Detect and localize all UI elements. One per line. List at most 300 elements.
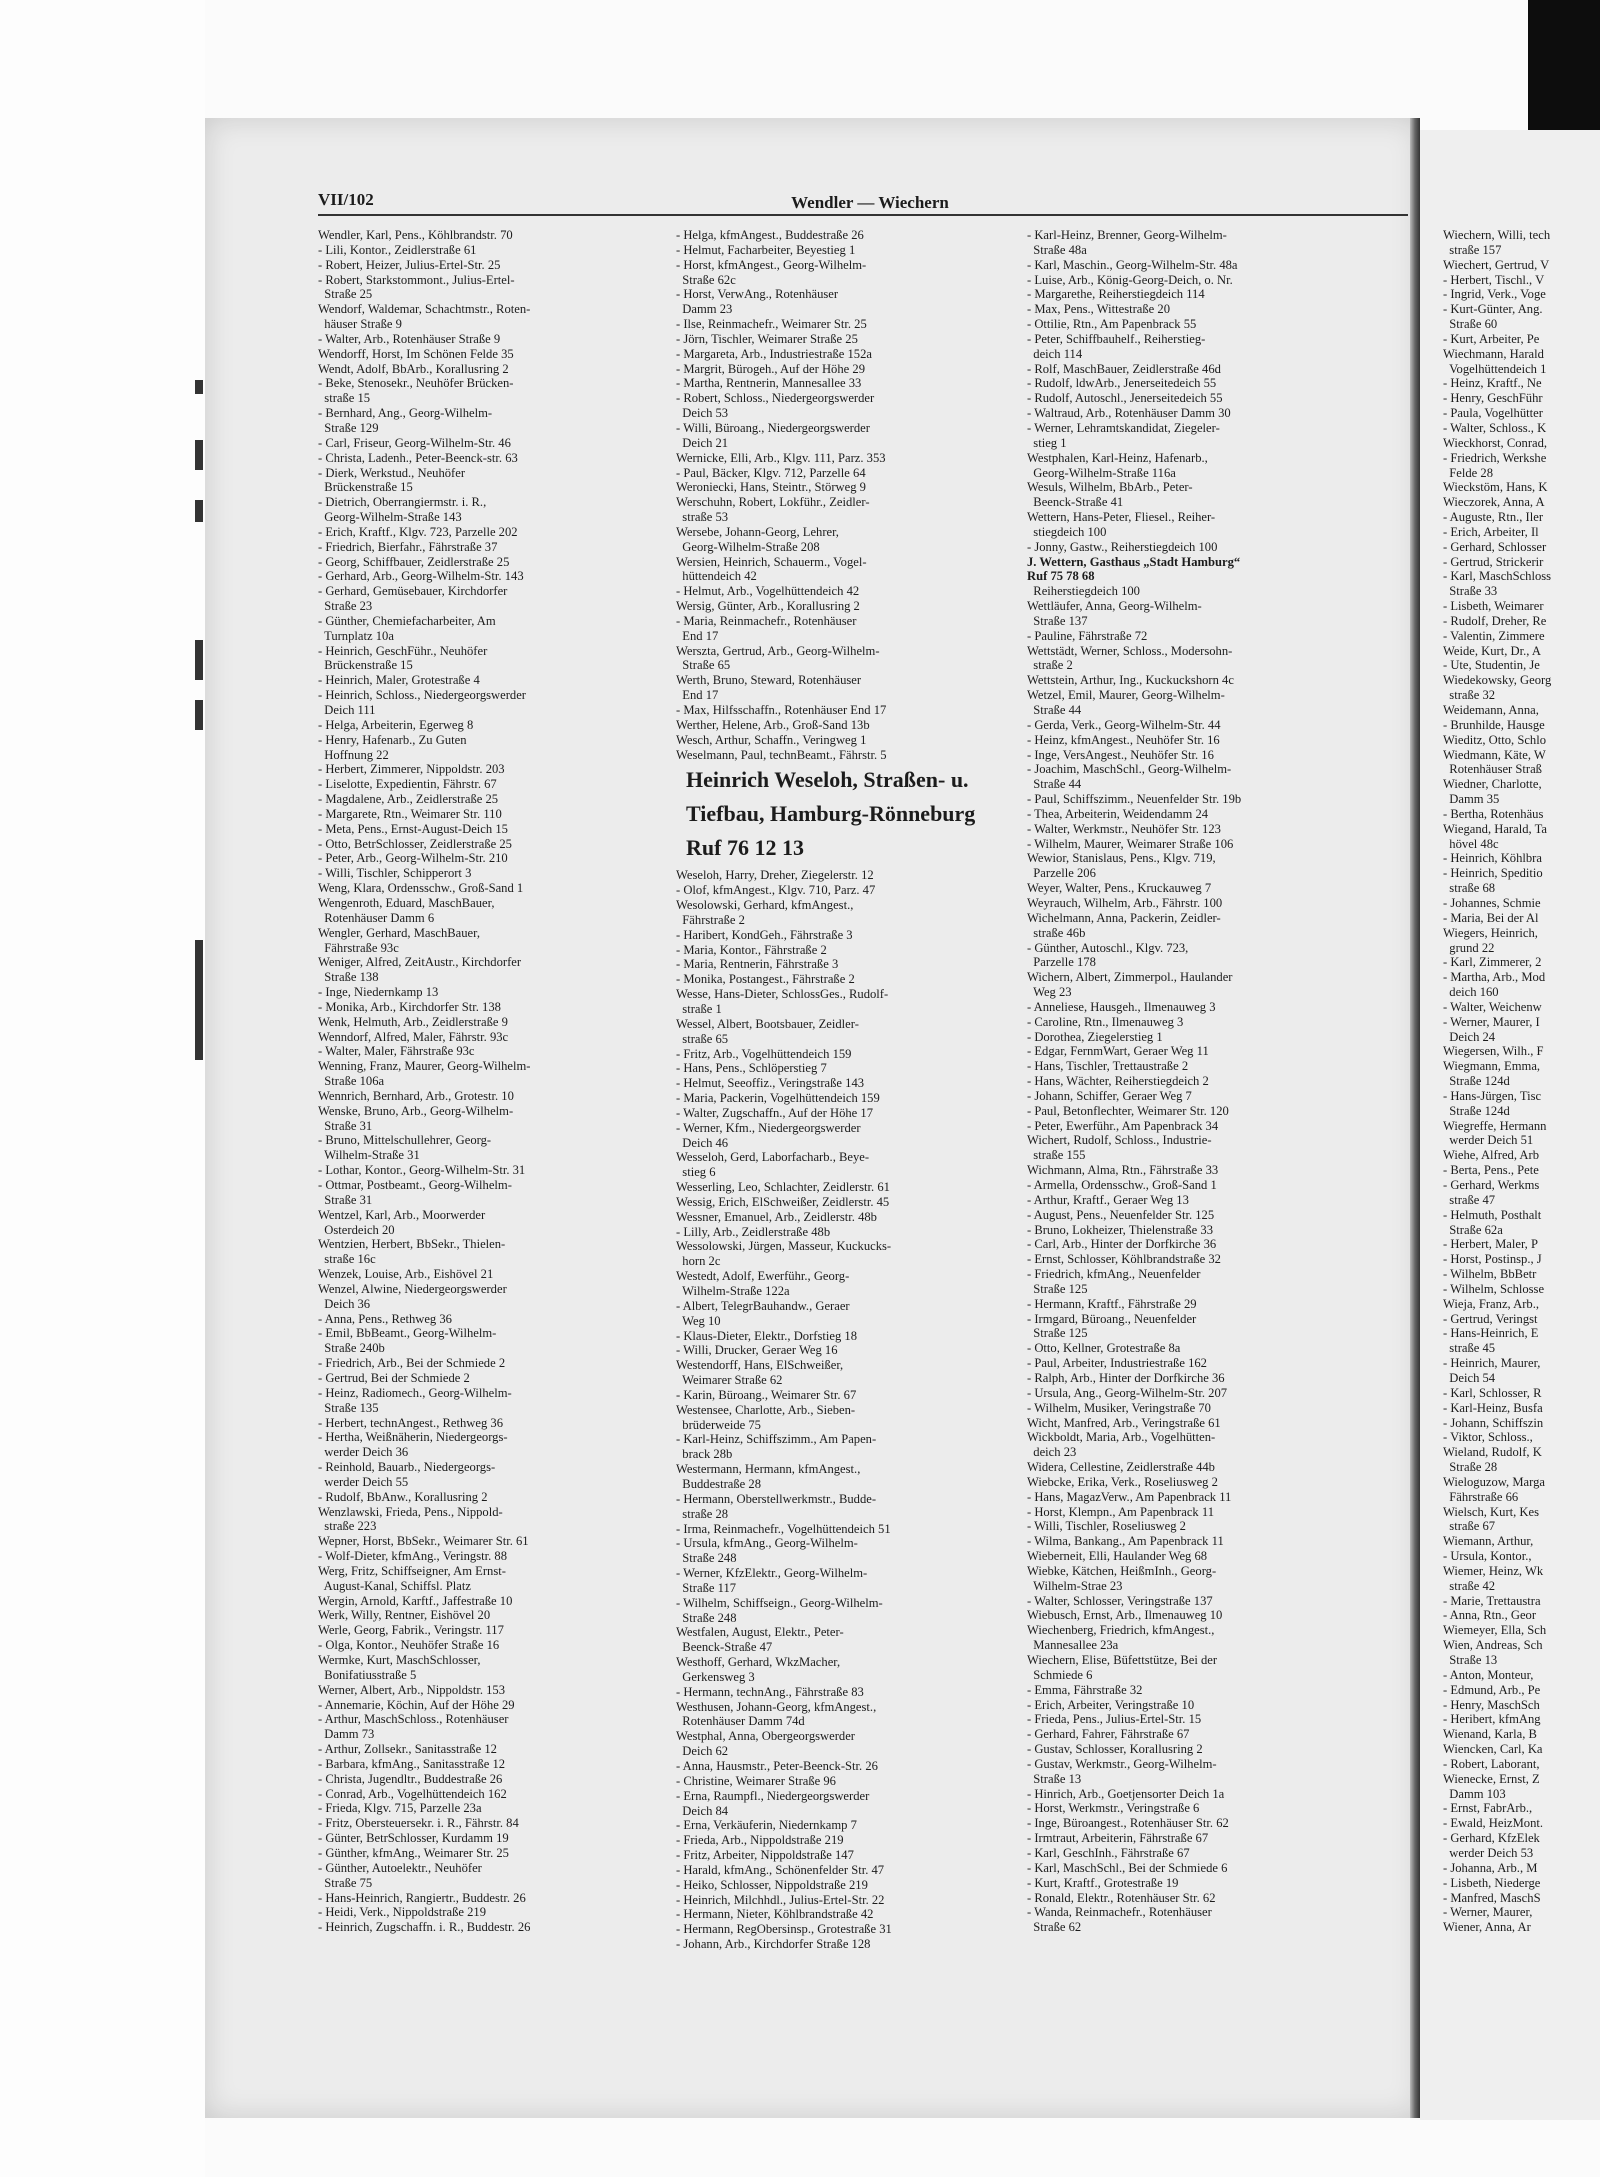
directory-entry: Weyrauch, Wilhelm, Arb., Fährstr. 100	[1027, 895, 1223, 910]
directory-entry: Wernicke, Elli, Arb., Klgv. 111, Parz. 353	[676, 450, 886, 465]
directory-entry: straße 2	[1027, 658, 1073, 673]
directory-entry: Mannesallee 23a	[1027, 1638, 1119, 1653]
directory-entry: Felde 28	[1443, 465, 1494, 480]
directory-entry: Beenck-Straße 41	[1027, 495, 1124, 510]
directory-entry: Deich 21	[676, 435, 729, 450]
directory-entry: Wenning, Franz, Maurer, Georg-Wilhelm-	[318, 1059, 531, 1074]
directory-entry: Westermann, Hermann, kfmAngest.,	[676, 1462, 861, 1477]
directory-entry: - Fritz, Arb., Vogelhüttendeich 159	[676, 1046, 852, 1061]
directory-entry: - Martha, Arb., Mod	[1443, 970, 1546, 985]
directory-entry: - Friedrich, Bierfahr., Fährstraße 37	[318, 539, 498, 554]
directory-entry: - Lisbeth, Niederge	[1443, 1875, 1541, 1890]
directory-entry: - Heinrich, Maler, Grotestraße 4	[318, 673, 480, 688]
directory-entry: - Walter, Werkmstr., Neuhöfer Str. 123	[1027, 821, 1221, 836]
directory-entry: Westensee, Charlotte, Arb., Sieben-	[676, 1402, 856, 1417]
directory-entry: - Erich, Kraftf., Klgv. 723, Parzelle 202	[318, 524, 518, 539]
directory-entry: - Heinz, Radiomech., Georg-Wilhelm-	[318, 1385, 512, 1400]
directory-entry: Straße 31	[318, 1192, 373, 1207]
directory-entry: straße 65	[676, 1031, 729, 1046]
directory-entry: - Wilhelm, Schiffseign., Georg-Wilhelm-	[676, 1595, 883, 1610]
directory-entry: - Lilly, Arb., Zeidlerstraße 48b	[676, 1224, 831, 1239]
directory-entry: - Viktor, Schloss.,	[1443, 1430, 1533, 1445]
directory-entry: - Peter, Schiffbauhelf., Reiherstieg-	[1027, 331, 1206, 346]
directory-entry: - Walter, Schloss., K	[1443, 420, 1547, 435]
directory-entry: - Johanna, Arb., M	[1443, 1860, 1538, 1875]
directory-entry: Straße 117	[676, 1580, 737, 1595]
directory-entry: Wieland, Rudolf, K	[1443, 1445, 1542, 1460]
directory-entry: Wiedner, Charlotte,	[1443, 777, 1542, 792]
directory-entry: Osterdeich 20	[318, 1222, 395, 1237]
directory-entry: - Frieda, Klgv. 715, Parzelle 23a	[318, 1801, 482, 1816]
directory-entry: deich 160	[1443, 985, 1499, 1000]
directory-entry: Straße 124d	[1443, 1074, 1510, 1089]
directory-entry: Wiebcke, Erika, Verk., Roseliusweg 2	[1027, 1474, 1218, 1489]
directory-entry: - Frieda, Pens., Julius-Ertel-Str. 15	[1027, 1712, 1202, 1727]
directory-entry: - Hans, Pens., Schlöperstieg 7	[676, 1061, 827, 1076]
directory-entry: Wilhelm-Straе 23	[1027, 1578, 1123, 1593]
directory-entry: - Herbert, Tischl., V	[1443, 272, 1545, 287]
directory-entry: - Irmtraut, Arbeiterin, Fährstraße 67	[1027, 1831, 1209, 1846]
directory-entry: Wessig, Erich, ElSchweißer, Zeidlerstr. 45	[676, 1194, 890, 1209]
directory-entry: - Ilse, Reinmachefr., Weimarer Str. 25	[676, 317, 867, 332]
directory-entry: Wenk, Helmuth, Arb., Zeidlerstraße 9	[318, 1014, 508, 1029]
directory-entry: Westedt, Adolf, Ewerführ., Georg-	[676, 1269, 850, 1284]
directory-entry: Schmiede 6	[1027, 1667, 1093, 1682]
directory-entry: - Herbert, Maler, P	[1443, 1237, 1538, 1252]
directory-entry: Westphalen, Karl-Heinz, Hafenarb.,	[1027, 450, 1208, 465]
directory-entry: Damm 73	[318, 1727, 375, 1742]
directory-entry: Wichmann, Alma, Rtn., Fährstraße 33	[1027, 1163, 1219, 1178]
directory-entry: - Ingrid, Verk., Voge	[1443, 287, 1546, 302]
directory-entry: Straße 25	[318, 287, 373, 302]
directory-entry: - Martha, Rentnerin, Mannesallee 33	[676, 376, 862, 391]
directory-entry: Deich 53	[676, 406, 729, 421]
directory-entry: - Fritz, Arbeiter, Nippoldstraße 147	[676, 1848, 854, 1863]
directory-entry: - Georg, Schiffbauer, Zeidlerstraße 25	[318, 554, 510, 569]
directory-entry: Westhoff, Gerhard, WkzMacher,	[676, 1655, 841, 1670]
directory-entry: - Manfred, MaschS	[1443, 1890, 1541, 1905]
directory-entry: - Henry, Hafenarb., Zu Guten	[318, 732, 467, 747]
directory-entry: Deich 46	[676, 1135, 729, 1150]
directory-entry: straße 32	[1443, 688, 1496, 703]
directory-entry: - Wilma, Bankang., Am Papenbrack 11	[1027, 1534, 1224, 1549]
directory-entry: Wieditz, Otto, Schlo	[1443, 732, 1547, 747]
directory-entry: Wiencken, Carl, Ka	[1443, 1742, 1543, 1757]
directory-entry: - Helmut, Seeoffiz., Veringstraße 143	[676, 1076, 865, 1091]
directory-entry: Straße 62	[1027, 1920, 1082, 1935]
directory-entry: - Karin, Büroang., Weimarer Str. 67	[676, 1387, 857, 1402]
directory-entry: Wiegers, Heinrich,	[1443, 925, 1538, 940]
directory-entry: Wiebusch, Ernst, Arb., Ilmenauweg 10	[1027, 1608, 1223, 1623]
directory-entry: deich 23	[1027, 1445, 1077, 1460]
directory-entry: Wettstein, Arthur, Ing., Kuckuckshorn 4c	[1027, 673, 1234, 688]
directory-entry: Wieckhorst, Conrad,	[1443, 435, 1548, 450]
header-rule	[318, 214, 1408, 216]
directory-entry: Wilhelm-Straße 31	[318, 1148, 420, 1163]
directory-entry: - Karl, GeschInh., Fährstraße 67	[1027, 1845, 1190, 1860]
directory-entry: straße 68	[1443, 881, 1496, 896]
directory-entry: - Ursula, Kontor.,	[1443, 1549, 1532, 1564]
directory-entry: - Willi, Tischler, Schipperort 3	[318, 866, 472, 881]
directory-entry: Werschuhn, Robert, Lokführ., Zeidler-	[676, 495, 870, 510]
directory-entry: - Gertrud, Bei der Schmiede 2	[318, 1370, 470, 1385]
directory-entry: - Willi, Drucker, Geraer Weg 16	[676, 1343, 838, 1358]
running-header: Wendler — Wiechern	[791, 193, 949, 212]
directory-entry: Wiegand, Harald, Ta	[1443, 821, 1547, 836]
directory-entry: Wiegreffe, Hermann	[1443, 1118, 1547, 1133]
directory-entry: straße 47	[1443, 1192, 1496, 1207]
directory-entry: - Johann, Schiffszin	[1443, 1415, 1544, 1430]
directory-entry: - Bertha, Rotenhäus	[1443, 806, 1544, 821]
directory-entry: - Ernst, FabrArb.,	[1443, 1801, 1533, 1816]
directory-entry: - Olof, kfmAngest., Klgv. 710, Parz. 47	[676, 883, 876, 898]
directory-entry: - Haribert, KondGeh., Fährstraße 3	[676, 927, 853, 942]
directory-entry: Wersebe, Johann-Georg, Lehrer,	[676, 524, 839, 539]
directory-entry: Straße 75	[318, 1875, 373, 1890]
directory-entry: - Christa, Jugendltr., Buddestraße 26	[318, 1771, 503, 1786]
directory-entry: Wiener, Anna, Ar	[1443, 1920, 1531, 1935]
directory-entry: Deich 84	[676, 1803, 729, 1818]
directory-entry: - Inge, Niedernkamp 13	[318, 985, 439, 1000]
directory-entry: - Erich, Arbeiter, Il	[1443, 524, 1539, 539]
directory-entry: Weimarer Straße 62	[676, 1373, 783, 1388]
directory-entry: - Gustav, Schlosser, Korallusring 2	[1027, 1742, 1203, 1757]
directory-entry: Weg 10	[676, 1313, 721, 1328]
directory-entry: - Helmut, Arb., Vogelhüttendeich 42	[676, 584, 860, 599]
directory-entry: Parzelle 206	[1027, 866, 1096, 881]
directory-entry: - Jörn, Tischler, Weimarer Straße 25	[676, 331, 858, 346]
directory-entry: Wettläufer, Anna, Georg-Wilhelm-	[1027, 599, 1202, 614]
directory-entry: - Hermann, Nieter, Köhlbrandstraße 42	[676, 1907, 874, 1922]
column-2	[676, 228, 1021, 1952]
directory-entry: - Carl, Arb., Hinter der Dorfkirche 36	[1027, 1237, 1217, 1252]
directory-entry: Wessel, Albert, Bootsbauer, Zeidler-	[676, 1016, 859, 1031]
directory-entry: J. Wettern, Gasthaus „Stadt Hamburg“	[1027, 554, 1241, 569]
directory-entry: - Helga, Arbeiterin, Egerweg 8	[318, 717, 474, 732]
directory-entry: - Irma, Reinmachefr., Vogelhüttendeich 51	[676, 1521, 891, 1536]
directory-entry: - Bruno, Mittelschullehrer, Georg-	[318, 1133, 492, 1148]
directory-entry: Straße 60	[1443, 317, 1498, 332]
directory-entry: - Magdalene, Arb., Zeidlerstraße 25	[318, 792, 499, 807]
directory-entry: Weniger, Alfred, ZeitAustr., Kirchdorfer	[318, 955, 522, 970]
directory-entry: brüderweide 75	[676, 1417, 761, 1432]
directory-entry: Wiegmann, Emma,	[1443, 1059, 1541, 1074]
directory-entry: Wersig, Günter, Arb., Korallusring 2	[676, 599, 860, 614]
directory-entry: - Albert, TelegrBauhandw., Geraer	[676, 1298, 850, 1313]
directory-entry: Fährstraße 93c	[318, 940, 399, 955]
directory-entry: werder Deich 53	[1443, 1845, 1534, 1860]
directory-entry: - Ralph, Arb., Hinter der Dorfkirche 36	[1027, 1370, 1225, 1385]
directory-entry: - Hinrich, Arb., Goetjensorter Deich 1a	[1027, 1786, 1225, 1801]
directory-entry: Reiherstiegdeich 100	[1027, 584, 1140, 599]
directory-entry: - Armella, Ordensschw., Groß-Sand 1	[1027, 1178, 1217, 1192]
directory-entry: - Gustav, Werkmstr., Georg-Wilhelm-	[1027, 1756, 1217, 1771]
directory-entry: - Fritz, Obersteuersekr. i. R., Fährstr. 84	[318, 1816, 519, 1831]
directory-entry: - Ottilie, Rtn., Am Papenbrack 55	[1027, 317, 1197, 332]
directory-entry: Bonifatiusstraße 5	[318, 1667, 417, 1682]
directory-entry: - Monika, Postangest., Fährstraße 2	[676, 972, 855, 987]
directory-entry: - Heidi, Verk., Nippoldstraße 219	[318, 1905, 487, 1920]
directory-entry: Damm 35	[1443, 792, 1500, 807]
directory-entry: Wettstädt, Werner, Schloss., Modersohn-	[1027, 643, 1233, 658]
directory-entry: - Gerhard, KfzElek	[1443, 1831, 1540, 1846]
directory-entry: Wesseloh, Gerd, Laborfacharb., Beye-	[676, 1150, 870, 1165]
directory-entry: - Rudolf, Autoschl., Jenerseitedeich 55	[1027, 391, 1223, 406]
directory-entry: - Kurt-Günter, Ang.	[1443, 302, 1543, 317]
directory-entry: Weidemann, Anna,	[1443, 703, 1539, 717]
directory-entry: Wichert, Rudolf, Schloss., Industrie-	[1027, 1133, 1212, 1148]
directory-entry: - Wilhelm, Musiker, Veringstraße 70	[1027, 1400, 1211, 1415]
directory-entry: Wiemeyer, Ella, Sch	[1443, 1623, 1547, 1638]
directory-entry: straße 42	[1443, 1578, 1496, 1593]
directory-entry: stieg 6	[676, 1165, 716, 1180]
directory-entry: Wiebke, Kätchen, HeißmInh., Georg-	[1027, 1563, 1217, 1578]
directory-entry: - Horst, Werkmstr., Veringstraße 6	[1027, 1801, 1200, 1816]
directory-entry: - Ursula, kfmAng., Georg-Wilhelm-	[676, 1536, 858, 1551]
directory-entry: Straße 13	[1443, 1653, 1498, 1667]
directory-entry: Wentzel, Karl, Arb., Moorwerder	[318, 1207, 486, 1222]
directory-entry: Weng, Klara, Ordensschw., Groß-Sand 1	[318, 881, 524, 896]
directory-entry: hüttendeich 42	[676, 569, 757, 584]
directory-entry: - Otto, Kellner, Grotestraße 8a	[1027, 1341, 1181, 1356]
directory-entry: Wichern, Albert, Zimmerpol., Haulander	[1027, 970, 1233, 985]
directory-entry: Straße 248	[676, 1610, 737, 1625]
directory-entry: Wermke, Kurt, MaschSchlosser,	[318, 1653, 481, 1667]
directory-entry: Wiedekowsky, Georg	[1443, 673, 1552, 688]
directory-entry: - Heinrich, Maurer,	[1443, 1356, 1541, 1371]
directory-entry: - Johannes, Schmie	[1443, 895, 1541, 910]
directory-entry: straße 16c	[318, 1252, 376, 1267]
directory-entry: - Auguste, Rtn., Iler	[1443, 510, 1544, 525]
directory-entry: Weroniecki, Hans, Steintr., Störweg 9	[676, 480, 866, 495]
directory-entry: - Horst, VerwAng., Rotenhäuser	[676, 287, 839, 302]
directory-entry: Wieloguzow, Marga	[1443, 1474, 1545, 1489]
directory-entry: - Günther, Autoelektr., Neuhöfer	[318, 1860, 482, 1875]
column-4-partial	[1443, 228, 1600, 1935]
directory-entry: - Walter, Schlosser, Veringstraße 137	[1027, 1593, 1213, 1608]
directory-entry: - Peter, Ewerführ., Am Papenbrack 34	[1027, 1118, 1219, 1133]
directory-entry: Rotenhäuser Damm 74d	[676, 1714, 805, 1729]
directory-entry: - Otto, BetrSchlosser, Zeidlerstraße 25	[318, 836, 512, 851]
column-3	[1027, 228, 1385, 1935]
directory-entry: straße 28	[676, 1506, 729, 1521]
directory-entry: - Anna, Pens., Rethweg 36	[318, 1311, 452, 1326]
directory-entry: Weg 23	[1027, 985, 1072, 1000]
directory-entry: Parzelle 178	[1027, 955, 1096, 970]
directory-entry: - Ronald, Elektr., Rotenhäuser Str. 62	[1027, 1890, 1216, 1905]
directory-entry: Wielsch, Kurt, Kes	[1443, 1504, 1540, 1519]
directory-entry: Weide, Kurt, Dr., A	[1443, 643, 1541, 658]
directory-entry: Straße 135	[318, 1400, 379, 1415]
directory-entry: - Christa, Ladenh., Peter-Beenck-str. 63	[318, 450, 518, 465]
directory-entry: - Margrit, Bürogeh., Auf der Höhe 29	[676, 361, 865, 376]
directory-entry: - Max, Hilfsschaffn., Rotenhäuser End 17	[676, 703, 887, 717]
directory-entry: Straße 23	[318, 599, 373, 614]
directory-entry: horn 2c	[676, 1254, 721, 1269]
directory-entry: - Frieda, Arb., Nippoldstraße 219	[676, 1833, 844, 1848]
directory-entry: - Hermann, Oberstellwerkmstr., Budde-	[676, 1491, 877, 1506]
directory-entry: Wiemann, Arthur,	[1443, 1534, 1534, 1549]
directory-entry: - Thea, Arbeiterin, Weidendamm 24	[1027, 806, 1209, 821]
directory-entry: - Heinrich, Milchhdl., Julius-Ertel-Str. 22	[676, 1892, 885, 1907]
directory-entry: Wilhelm-Straße 122a	[676, 1284, 790, 1298]
directory-entry: Brückenstraße 15	[318, 658, 413, 673]
directory-entry: werder Deich 55	[318, 1474, 409, 1489]
directory-entry: stiegdeich 100	[1027, 524, 1107, 539]
directory-entry: - Margarete, Rtn., Weimarer Str. 110	[318, 806, 502, 821]
directory-entry: - Heinrich, Speditio	[1443, 866, 1543, 881]
directory-entry: - Emma, Fährstraße 32	[1027, 1682, 1143, 1697]
directory-entry: straße 45	[1443, 1341, 1496, 1356]
page-number: VII/102	[318, 190, 374, 209]
directory-entry: Straße 65	[676, 658, 731, 673]
directory-entry: Ruf 75 78 68	[1027, 569, 1095, 584]
directory-entry: Fährstraße 66	[1443, 1489, 1519, 1504]
directory-entry: Straße 31	[318, 1118, 373, 1133]
directory-entry: - Annemarie, Köchin, Auf der Höhe 29	[318, 1697, 515, 1712]
directory-entry: Weselmann, Paul, technBeamt., Fährstr. 5	[676, 747, 887, 762]
directory-entry: - Kurt, Kraftf., Grotestraße 19	[1027, 1875, 1179, 1890]
directory-entry: - Klaus-Dieter, Elektr., Dorfstieg 18	[676, 1328, 858, 1343]
directory-entry: werder Deich 36	[318, 1445, 409, 1460]
directory-entry: - Gerhard, Schlosser	[1443, 539, 1547, 554]
directory-entry: Damm 103	[1443, 1786, 1506, 1801]
directory-entry: häuser Straße 9	[318, 317, 402, 332]
directory-entry: - Robert, Laborant,	[1443, 1756, 1540, 1771]
directory-entry: - Wilhelm, BbBetr	[1443, 1267, 1537, 1282]
directory-entry: Straße 62c	[676, 272, 736, 287]
directory-entry: - Maria, Bei der Al	[1443, 910, 1539, 925]
directory-entry: - Beke, Stenosekr., Neuhöfer Brücken-	[318, 376, 514, 391]
directory-entry: grund 22	[1443, 940, 1495, 955]
directory-entry: Deich 111	[318, 703, 376, 717]
directory-entry: - Lothar, Kontor., Georg-Wilhelm-Str. 31	[318, 1163, 526, 1178]
directory-entry: Wessolowski, Jürgen, Masseur, Kuckucks-	[676, 1239, 892, 1254]
directory-entry: - Werner, Kfm., Niedergeorgswerder	[676, 1120, 861, 1135]
directory-entry: Heinrich Weseloh, Straßen- u.	[686, 767, 969, 793]
directory-entry: - Herbert, Zimmerer, Nippoldstr. 203	[318, 762, 505, 777]
directory-entry: - Karl, Maschin., Georg-Wilhelm-Str. 48a	[1027, 257, 1238, 272]
directory-entry: - Werner, KfzElektr., Georg-Wilhelm-	[676, 1566, 868, 1581]
directory-entry: - Paula, Vogelhütter	[1443, 406, 1543, 421]
directory-entry: - Werner, Maurer, I	[1443, 1014, 1540, 1029]
directory-entry: Wenzlawski, Frieda, Pens., Nippold-	[318, 1504, 503, 1519]
directory-entry: Wettern, Hans-Peter, Fliesel., Reiher-	[1027, 510, 1216, 525]
directory-entry: - Friedrich, kfmAng., Neuenfelder	[1027, 1267, 1201, 1282]
directory-entry: Buddestraße 28	[676, 1476, 761, 1491]
directory-entry: - Werner, Lehramtskandidat, Ziegeler-	[1027, 420, 1220, 435]
directory-entry: - Hans-Heinrich, E	[1443, 1326, 1539, 1341]
directory-entry: - Dorothea, Ziegelerstieg 1	[1027, 1029, 1163, 1044]
directory-entry: Westfalen, August, Elektr., Peter-	[676, 1625, 844, 1640]
directory-entry: Straße 28	[1443, 1460, 1498, 1475]
directory-entry: Wiehe, Alfred, Arb	[1443, 1148, 1540, 1163]
margin-ink-marks	[195, 380, 209, 1380]
directory-entry: - Gertrud, Strickerir	[1443, 554, 1544, 569]
directory-entry: - Heinz, Kraftf., Ne	[1443, 376, 1542, 391]
directory-entry: Werther, Helene, Arb., Groß-Sand 13b	[676, 717, 870, 732]
directory-entry: Westhusen, Johann-Georg, kfmAngest.,	[676, 1699, 877, 1714]
directory-entry: - Heinrich, Köhlbra	[1443, 851, 1542, 866]
directory-entry: Damm 23	[676, 302, 733, 317]
directory-entry: Straße 240b	[318, 1341, 385, 1356]
directory-entry: Wewior, Stanislaus, Pens., Klgv. 719,	[1027, 851, 1216, 866]
directory-entry: - Willi, Büroang., Niedergeorgswerder	[676, 420, 870, 435]
directory-entry: - Rudolf, BbAnw., Korallusring 2	[318, 1489, 488, 1504]
directory-entry: - Karl, Schlosser, R	[1443, 1385, 1542, 1400]
directory-entry: Straße 13	[1027, 1771, 1082, 1786]
directory-entry: - Dietrich, Oberrangiermstr. i. R.,	[318, 495, 487, 510]
directory-entry: Wienecke, Ernst, Z	[1443, 1771, 1540, 1786]
directory-entry: - Rudolf, ldwArb., Jenerseitedeich 55	[1027, 376, 1217, 391]
directory-entry: - Christine, Weimarer Straße 96	[676, 1773, 836, 1788]
directory-entry: Wiedmann, Käte, W	[1443, 747, 1546, 762]
directory-entry: Wengler, Gerhard, MaschBauer,	[318, 925, 480, 940]
directory-entry: - Kurt, Arbeiter, Pe	[1443, 331, 1540, 346]
advertisement-weseloh	[676, 766, 1021, 862]
directory-entry: Wengenroth, Eduard, MaschBauer,	[318, 895, 495, 910]
directory-entry: - Helga, kfmAngest., Buddestraße 26	[676, 228, 864, 242]
directory-entry: Wesch, Arthur, Schaffn., Veringweg 1	[676, 732, 867, 747]
directory-entry: Tiefbau, Hamburg-Rönneburg	[686, 801, 976, 827]
directory-entry: - Heiko, Schlosser, Nippoldstraße 219	[676, 1877, 868, 1892]
directory-entry: Ruf 76 12 13	[686, 835, 804, 861]
advertisement-wettern	[1027, 555, 1385, 585]
directory-entry: - Heinrich, GeschFühr., Neuhöfer	[318, 643, 488, 658]
directory-entry: - Maria, Rentnerin, Fährstraße 3	[676, 957, 839, 972]
directory-entry: Straße 248	[676, 1551, 737, 1566]
directory-entry: Deich 54	[1443, 1370, 1496, 1385]
directory-entry: Werth, Bruno, Steward, Rotenhäuser	[676, 673, 862, 688]
directory-entry: - Anna, Rtn., Geor	[1443, 1608, 1537, 1623]
directory-entry: Wenndorf, Alfred, Maler, Fährstr. 93c	[318, 1029, 509, 1044]
directory-entry: - Karl-Heinz, Schiffszimm., Am Papen-	[676, 1432, 877, 1447]
directory-entry: - Gerhard, Fahrer, Fährstraße 67	[1027, 1727, 1190, 1742]
directory-entry: - Walter, Zugschaffn., Auf der Höhe 17	[676, 1105, 874, 1120]
directory-entry: - Ursula, Ang., Georg-Wilhelm-Str. 207	[1027, 1385, 1228, 1400]
directory-entry: Straße 129	[318, 420, 379, 435]
directory-entry: - Joachim, MaschSchl., Georg-Wilhelm-	[1027, 762, 1232, 777]
directory-entry: - Monika, Arb., Kirchdorfer Str. 138	[318, 999, 501, 1014]
directory-entry: - Horst, kfmAngest., Georg-Wilhelm-	[676, 257, 867, 272]
directory-entry: End 17	[676, 628, 719, 643]
directory-entry: - Hans-Jürgen, Tisc	[1443, 1088, 1542, 1103]
directory-entry: - Margareta, Arb., Industriestraße 152a	[676, 346, 872, 361]
directory-entry: - Ottmar, Postbeamt., Georg-Wilhelm-	[318, 1178, 512, 1192]
directory-entry: - Waltraud, Arb., Rotenhäuser Damm 30	[1027, 406, 1231, 421]
directory-entry: Wieckstöm, Hans, K	[1443, 480, 1548, 495]
column-1	[318, 228, 663, 1935]
directory-entry: - Paul, Schiffszimm., Neuenfelder Str. 19b	[1027, 792, 1242, 807]
directory-entry: - Helmut, Facharbeiter, Beyestieg 1	[676, 242, 856, 257]
directory-entry: - Werner, Maurer,	[1443, 1905, 1533, 1920]
directory-entry: Werle, Georg, Fabrik., Veringstr. 117	[318, 1623, 504, 1638]
directory-entry: Wepner, Horst, BbSekr., Weimarer Str. 61	[318, 1534, 529, 1549]
directory-entry: - Walter, Maler, Fährstraße 93c	[318, 1044, 475, 1059]
directory-entry: - Günther, kfmAng., Weimarer Str. 25	[318, 1845, 509, 1860]
directory-entry: - Helmuth, Posthalt	[1443, 1207, 1542, 1222]
directory-entry: Straße 44	[1027, 777, 1082, 792]
directory-entry: hövel 48c	[1443, 836, 1499, 851]
directory-entry: Wicht, Manfred, Arb., Veringstraße 61	[1027, 1415, 1221, 1430]
directory-entry: Brückenstraße 15	[318, 480, 413, 495]
directory-entry: Wendt, Adolf, BbArb., Korallusring 2	[318, 361, 509, 376]
directory-entry: Wenske, Bruno, Arb., Georg-Wilhelm-	[318, 1103, 514, 1118]
directory-entry: - Heinz, kfmAngest., Neuhöfer Str. 16	[1027, 732, 1220, 747]
directory-entry: - Erich, Arbeiter, Veringstraße 10	[1027, 1697, 1195, 1712]
directory-entry: - Brunhilde, Hausge	[1443, 717, 1545, 732]
directory-entry: Wendler, Karl, Pens., Köhlbrandstr. 70	[318, 228, 513, 242]
